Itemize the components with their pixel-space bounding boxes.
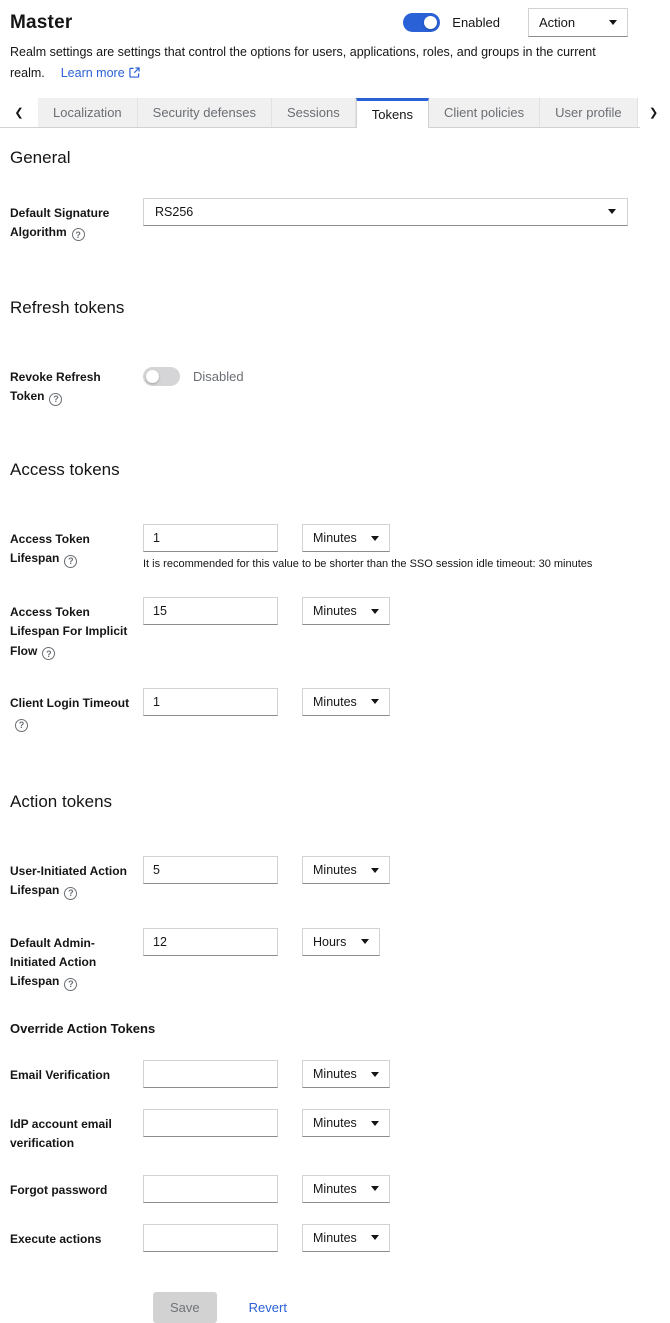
tab-label: Sessions bbox=[287, 104, 340, 120]
tab-label: Client policies bbox=[443, 104, 525, 120]
field-label bbox=[10, 928, 143, 992]
caret-down-icon bbox=[371, 1186, 379, 1191]
help-icon[interactable]: ? bbox=[64, 555, 77, 568]
field-label bbox=[10, 1175, 143, 1200]
default-admin-initiated-action-lifespan-unit-select[interactable] bbox=[302, 928, 380, 956]
tab-sessions[interactable] bbox=[272, 98, 356, 127]
action-menu-toggle[interactable] bbox=[528, 8, 628, 37]
caret-down-icon bbox=[608, 209, 616, 214]
form-row-access-token-lifespan-implicit bbox=[10, 597, 628, 661]
field-label-text: Email Verification bbox=[10, 1068, 111, 1083]
access-token-lifespan-implicit-input[interactable] bbox=[143, 597, 278, 625]
form-row-default-signature-algorithm bbox=[10, 198, 628, 242]
tabs-bar bbox=[0, 98, 659, 128]
select-value: Minutes bbox=[313, 604, 357, 619]
tab-tokens[interactable] bbox=[356, 98, 429, 128]
enabled-toggle-label: Enabled bbox=[452, 15, 500, 30]
realm-description-text: Realm settings are settings that control the options for users, applications, roles, and groups in the current realm. bbox=[10, 45, 596, 81]
form-row-user-initiated-action-lifespan bbox=[10, 856, 628, 900]
select-value: Minutes bbox=[313, 694, 357, 709]
tab-label: User profile bbox=[555, 104, 622, 120]
section-heading-refresh-tokens: Refresh tokens bbox=[10, 297, 125, 317]
help-icon[interactable]: ? bbox=[72, 228, 85, 241]
caret-down-icon bbox=[371, 1235, 379, 1240]
section-heading-general: General bbox=[10, 147, 71, 167]
subsection-heading-override-action-tokens: Override Action Tokens bbox=[10, 1021, 156, 1037]
caret-down-icon bbox=[371, 609, 379, 614]
help-icon[interactable]: ? bbox=[64, 978, 77, 991]
revoke-refresh-token-toggle[interactable] bbox=[143, 367, 180, 386]
default-signature-algorithm-select[interactable] bbox=[143, 198, 628, 226]
section-heading-access-tokens: Access tokens bbox=[10, 460, 120, 480]
tab-localization[interactable] bbox=[38, 98, 138, 127]
learn-more-label: Learn more bbox=[60, 66, 125, 81]
toggle-knob bbox=[424, 16, 437, 29]
field-label-text: IdP account email verification bbox=[10, 1117, 112, 1151]
help-icon[interactable]: ? bbox=[64, 887, 77, 900]
form-row-revoke-refresh-token bbox=[10, 362, 628, 406]
execute-actions-unit-select[interactable] bbox=[302, 1224, 390, 1252]
tab-security-defenses[interactable] bbox=[138, 98, 272, 127]
field-label-text: Execute actions bbox=[10, 1231, 102, 1246]
forgot-password-unit-select[interactable] bbox=[302, 1175, 390, 1203]
revoke-refresh-token-state: Disabled bbox=[193, 368, 244, 384]
revert-link[interactable]: Revert bbox=[248, 1299, 287, 1315]
field-label bbox=[10, 524, 143, 568]
access-token-lifespan-helper-text: It is recommended for this value to be shorter than the SSO session idle timeout: 30 minutes bbox=[143, 558, 593, 571]
realm-description bbox=[10, 42, 625, 85]
tab-label: Localization bbox=[53, 104, 122, 120]
form-footer bbox=[153, 1292, 628, 1323]
select-value: Minutes bbox=[313, 1116, 357, 1131]
form-row-access-token-lifespan bbox=[10, 524, 628, 570]
title-row bbox=[10, 8, 628, 37]
select-value: Minutes bbox=[313, 531, 357, 546]
email-verification-input[interactable] bbox=[143, 1060, 278, 1088]
form-row-client-login-timeout bbox=[10, 688, 628, 732]
field-label bbox=[10, 856, 143, 900]
form-row-forgot-password bbox=[10, 1175, 628, 1203]
toggle-knob bbox=[146, 370, 159, 383]
default-admin-initiated-action-lifespan-input[interactable] bbox=[143, 928, 278, 956]
form-row-execute-actions bbox=[10, 1224, 628, 1252]
field-label-text: Client Login Timeout bbox=[10, 695, 130, 710]
field-label bbox=[10, 362, 143, 406]
email-verification-unit-select[interactable] bbox=[302, 1060, 390, 1088]
caret-down-icon bbox=[371, 1121, 379, 1126]
select-value: Minutes bbox=[313, 1230, 357, 1245]
caret-down-icon bbox=[609, 20, 617, 25]
idp-account-email-verification-unit-select[interactable] bbox=[302, 1109, 390, 1137]
caret-down-icon bbox=[361, 939, 369, 944]
caret-down-icon bbox=[371, 868, 379, 873]
chevron-left-icon: ❮ bbox=[14, 106, 24, 119]
field-label-text: Default Admin-Initiated Action Lifespan bbox=[10, 935, 97, 988]
access-token-lifespan-unit-select[interactable] bbox=[302, 524, 390, 552]
access-token-lifespan-implicit-unit-select[interactable] bbox=[302, 597, 390, 625]
field-label bbox=[10, 198, 143, 242]
action-menu-label: Action bbox=[539, 15, 576, 30]
field-label bbox=[10, 1109, 143, 1153]
page-title: Master bbox=[10, 11, 73, 33]
field-label bbox=[10, 688, 143, 732]
field-label bbox=[10, 1060, 143, 1085]
select-value: Hours bbox=[313, 934, 347, 949]
select-value: Minutes bbox=[313, 863, 357, 878]
field-label-text: Access Token Lifespan bbox=[10, 532, 90, 566]
page-header bbox=[0, 0, 640, 85]
execute-actions-input[interactable] bbox=[143, 1224, 278, 1252]
idp-account-email-verification-input[interactable] bbox=[143, 1109, 278, 1137]
access-token-lifespan-input[interactable] bbox=[143, 524, 278, 552]
select-value: Minutes bbox=[313, 1181, 357, 1196]
field-label-text: Revoke Refresh Token bbox=[10, 369, 101, 404]
help-icon[interactable]: ? bbox=[49, 393, 62, 406]
learn-more-link[interactable] bbox=[61, 66, 140, 80]
tab-user-profile[interactable] bbox=[540, 98, 637, 127]
client-login-timeout-unit-select[interactable] bbox=[302, 688, 390, 716]
forgot-password-input[interactable] bbox=[143, 1175, 278, 1203]
field-label-text: Forgot password bbox=[10, 1182, 108, 1197]
tab-label: Security defenses bbox=[152, 104, 256, 120]
client-login-timeout-input[interactable] bbox=[143, 688, 278, 716]
field-label bbox=[10, 597, 143, 661]
help-icon[interactable]: ? bbox=[42, 647, 55, 660]
tab-client-policies[interactable] bbox=[429, 98, 540, 127]
select-value: RS256 bbox=[155, 204, 194, 219]
help-icon[interactable]: ? bbox=[15, 719, 28, 732]
field-label-text: Access Token Lifespan For Implicit Flow bbox=[10, 605, 128, 658]
field-label-text: Default Signature Algorithm bbox=[10, 205, 110, 239]
caret-down-icon bbox=[371, 699, 379, 704]
enabled-toggle[interactable] bbox=[403, 13, 440, 32]
tokens-tab-content bbox=[0, 148, 640, 1323]
external-link-icon bbox=[129, 67, 140, 78]
form-row-idp-account-email-verification bbox=[10, 1109, 628, 1153]
tabs-scroll-left-button[interactable] bbox=[0, 98, 38, 127]
chevron-right-icon: ❯ bbox=[649, 106, 659, 119]
tab-label: Tokens bbox=[371, 106, 413, 122]
tabs-scroll-right-button[interactable] bbox=[638, 98, 670, 127]
save-button[interactable]: Save bbox=[153, 1292, 217, 1323]
field-label-text: User-Initiated Action Lifespan bbox=[10, 864, 127, 898]
form-row-default-admin-initiated-action-lifespan bbox=[10, 928, 628, 992]
form-row-email-verification bbox=[10, 1060, 628, 1088]
user-initiated-action-lifespan-input[interactable] bbox=[143, 856, 278, 884]
select-value: Minutes bbox=[313, 1067, 357, 1082]
section-heading-action-tokens: Action tokens bbox=[10, 792, 113, 812]
field-label bbox=[10, 1224, 143, 1249]
caret-down-icon bbox=[371, 536, 379, 541]
caret-down-icon bbox=[371, 1072, 379, 1077]
user-initiated-action-lifespan-unit-select[interactable] bbox=[302, 856, 390, 884]
